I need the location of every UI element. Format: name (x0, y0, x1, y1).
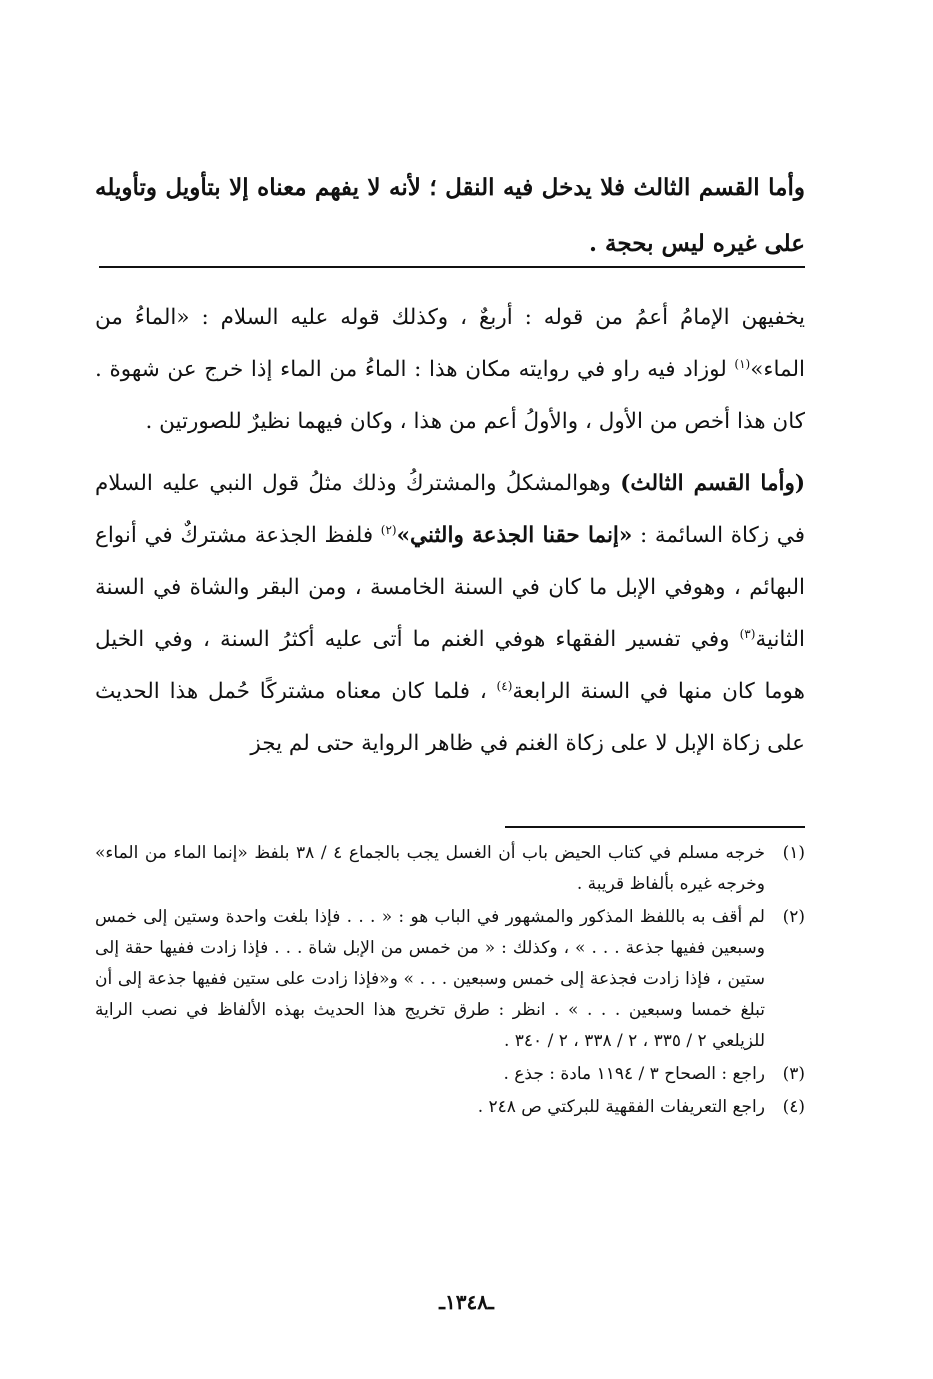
body-paragraph-1 (95, 292, 805, 448)
hadith-quote: «إنما حقنا الجذعة والثني» (396, 523, 633, 548)
footnote-2 (95, 902, 805, 1057)
footnote-ref-3: (٣) (739, 626, 756, 641)
para2-text-4: ، فلما كان معناه مشتركًا حُمل هذا الحديث على زكاة الإبل لا على زكاة الغنم في ظاهر الرواية حتى لم يجز (95, 679, 805, 756)
para2-text-2: فلفظ الجذعة مشتركٌ في أنواع البهائم ، وهوفي الإبل ما كان في السنة الخامسة ، ومن البقر والشاة في السنة الثانية (95, 523, 805, 652)
footnote-text: راجع التعريفات الفقهية للبركتي ص ٢٤٨ . (477, 1097, 765, 1117)
header-paragraph: وأما القسم الثالث فلا يدخل فيه النقل ؛ لأنه لا يفهم معناه إلا بتأويل وتأويله على غيره ليس بحجة . (95, 174, 805, 257)
footnote-ref-1: (١) (734, 356, 751, 371)
footnote-text: راجع : الصحاح ٣ / ١١٩٤ مادة : جذع . (503, 1064, 765, 1084)
header-divider (99, 266, 805, 268)
para2-text-3: وفي تفسير الفقهاء هوفي الغنم ما أتى عليه أكثرُ السنة ، وفي الخيل هوما كان منها في السنة الرابعة (95, 627, 805, 704)
body-paragraph-2 (95, 458, 805, 770)
para1-text-1: يخفيهن الإمامُ أعمُ من قوله : أربعٌ ، وكذلك قوله عليه السلام : «الماءُ من الماء» (95, 305, 805, 382)
footnotes-section (95, 838, 805, 1125)
para1-text-2: لوزاد فيه راو في روايته مكان هذا : الماءُ من الماء إذا خرج عن شهوة . كان هذا أخص من الأول ، والأولُ أعم من هذا ، وكان فيهما نظيرٌ للصورتين . (95, 357, 805, 434)
footnote-text: لم أقف به باللفظ المذكور والمشهور في الباب هو : « . . . فإذا بلغت واحدة وستين إلى خمس وسبعين ففيها جذعة . . . » ، وكذلك : « من خمس من الإبل شاة . . . فإذا زادت ففيها حقة إلى ستين ، فإذا زادت فجذعة إلى خمس وسبعين . . . » و«فإذا زادت على ستين ففيها جذعة إلى أن تبلغ خمسا وسبعين . . . » . انظر : طرق تخريج هذا الحديث بهذه الألفاظ في نصب الراية للزيلعي ٢ / ٣٣٥ ، ٢ / ٣٣٨ ، ٢ / ٣٤٠ . (95, 907, 765, 1051)
footnote-number: (١) (782, 843, 805, 863)
para2-heading: (وأما القسم الثالث) (620, 471, 805, 496)
footnote-text: خرجه مسلم في كتاب الحيض باب أن الغسل يجب بالجماع ٤ / ٣٨ بلفظ «إنما الماء من الماء» وخرجه غيره بألفاظ قريبة . (95, 843, 766, 894)
footnote-number: (٤) (782, 1097, 805, 1117)
footnote-3 (95, 1059, 805, 1090)
footnote-ref-2: (٢) (380, 522, 397, 537)
page-number: ـ١٣٤٨ـ (439, 1290, 494, 1314)
para2-text-1: وهوالمشكلُ والمشتركُ وذلك مثلُ قول النبي عليه السلام في زكاة السائمة : (95, 471, 805, 548)
footnote-1 (95, 838, 805, 900)
footnote-number: (٢) (782, 907, 805, 927)
footnote-divider (505, 826, 805, 828)
main-body (95, 292, 805, 770)
footnote-4 (95, 1092, 805, 1123)
footnote-number: (٣) (782, 1064, 805, 1084)
footnote-ref-4: (٤) (496, 678, 513, 693)
